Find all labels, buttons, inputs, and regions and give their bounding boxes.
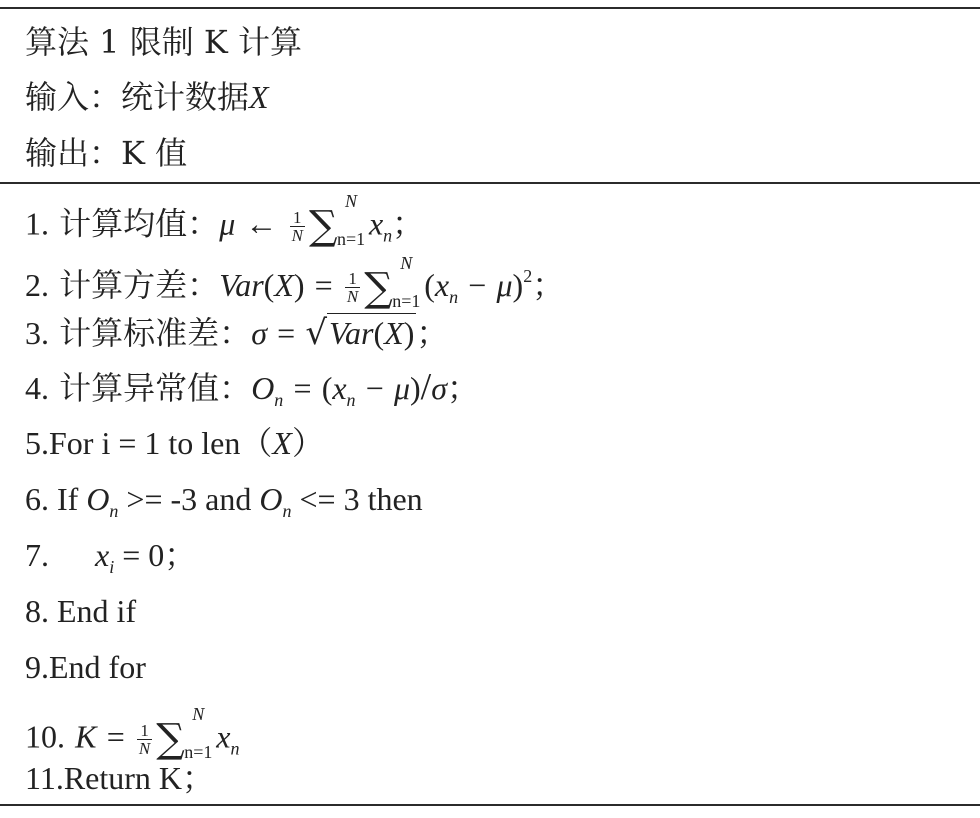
O-var: O bbox=[259, 481, 283, 517]
bottom-rule bbox=[0, 804, 980, 806]
step-text: 计算标准差： bbox=[59, 314, 252, 352]
step-5 bbox=[25, 423, 324, 463]
radical-sign: √ bbox=[305, 313, 328, 353]
input-label: 输入：统计数据 bbox=[25, 78, 250, 116]
O-var: O bbox=[251, 370, 275, 406]
step-number: 6. bbox=[25, 481, 49, 517]
radicand: Var(X) bbox=[329, 315, 415, 351]
X-var: X bbox=[272, 425, 292, 461]
fraction-denominator: N bbox=[138, 738, 151, 758]
if-keyword: If bbox=[49, 481, 87, 517]
summation bbox=[364, 252, 422, 314]
header-divider bbox=[0, 182, 980, 184]
step-number: 3. bbox=[25, 315, 49, 351]
algorithm-title bbox=[25, 22, 302, 62]
summation-sign: ∑ bbox=[364, 264, 393, 311]
summation-lower: n=1 bbox=[392, 290, 421, 311]
fraction-denominator: N bbox=[346, 287, 359, 306]
x-var: x bbox=[434, 267, 450, 303]
input-var: X bbox=[249, 79, 269, 115]
step-number: 5. bbox=[25, 425, 49, 461]
mu-symbol: μ bbox=[393, 370, 410, 406]
algorithm-title-text: 算法 1 限制 K 计算 bbox=[25, 23, 302, 61]
summation bbox=[308, 191, 367, 252]
step-6 bbox=[25, 479, 423, 519]
equals-sign: = bbox=[277, 315, 296, 351]
step-number: 2. bbox=[25, 267, 49, 303]
fraction-denominator: N bbox=[291, 225, 303, 245]
square-root bbox=[305, 313, 416, 353]
sigma-symbol: σ bbox=[431, 370, 447, 406]
for-loop-close: ） bbox=[291, 425, 324, 461]
fraction-numerator: 1 bbox=[137, 722, 152, 740]
equals-sign: = bbox=[106, 718, 125, 755]
step-end: ； bbox=[392, 204, 425, 243]
square-exponent: 2 bbox=[523, 266, 533, 286]
n-subscript: n bbox=[109, 501, 119, 521]
step-number: 10. bbox=[25, 718, 65, 755]
n-subscript: n bbox=[230, 738, 240, 759]
step-8 bbox=[25, 591, 136, 631]
minus-sign: − bbox=[365, 370, 384, 406]
sigma-symbol: σ bbox=[251, 315, 267, 351]
arrow-symbol: ← bbox=[245, 205, 278, 242]
step-2: 2. 计算方差：Var(X) = $\frac{1}{N}$ ∑ N n=1 $(x_n - \mu)^2$； bbox=[25, 256, 564, 296]
fraction-1-over-N bbox=[345, 270, 360, 305]
fraction-numerator: 1 bbox=[345, 270, 360, 288]
step-1 bbox=[25, 191, 425, 249]
summation-sign: ∑ bbox=[308, 203, 338, 249]
step-number: 4. bbox=[25, 370, 49, 406]
end-for: End for bbox=[49, 649, 146, 685]
summation-lower: n=1 bbox=[184, 742, 213, 762]
for-loop-head: For i = 1 to len（ bbox=[49, 425, 273, 461]
step-end: ； bbox=[416, 314, 449, 352]
var-label: Var bbox=[219, 267, 264, 303]
summation-lower: n=1 bbox=[336, 229, 366, 249]
step-11 bbox=[25, 758, 214, 798]
x-var: x bbox=[95, 537, 110, 573]
summation-sign: ∑ bbox=[156, 716, 185, 762]
return-statement: Return K； bbox=[63, 760, 215, 796]
mu-symbol: μ bbox=[219, 205, 236, 242]
output-line bbox=[25, 133, 187, 173]
equals-sign: = bbox=[314, 267, 333, 303]
summation-upper: N bbox=[344, 191, 357, 211]
n-subscript: n bbox=[449, 287, 459, 307]
condition-middle: >= -3 and bbox=[118, 481, 260, 517]
step-3 bbox=[25, 313, 448, 353]
step-text: 计算均值： bbox=[59, 204, 220, 243]
summation-upper: N bbox=[400, 252, 413, 273]
step-10 bbox=[25, 704, 240, 762]
end-if: End if bbox=[49, 593, 137, 629]
n-subscript: n bbox=[282, 501, 292, 521]
division-slash: / bbox=[420, 366, 432, 408]
step-text: 计算异常值： bbox=[59, 369, 252, 407]
mu-symbol: μ bbox=[496, 267, 513, 303]
step-number: 8. bbox=[25, 593, 49, 629]
fraction-1-over-N bbox=[137, 722, 152, 757]
n-subscript: n bbox=[346, 390, 356, 410]
fraction-1-over-N bbox=[290, 209, 305, 244]
step-number: 11. bbox=[25, 760, 64, 796]
x-var: x bbox=[216, 718, 231, 755]
assignment: = 0； bbox=[114, 537, 197, 573]
output-label: 输出：K 值 bbox=[25, 134, 188, 172]
x-var: x bbox=[332, 370, 347, 406]
n-subscript: n bbox=[274, 390, 284, 410]
O-var: O bbox=[86, 481, 110, 517]
step-end: ； bbox=[447, 369, 480, 407]
step-7 bbox=[25, 535, 196, 575]
condition-end: <= 3 then bbox=[291, 481, 423, 517]
step-4: 4. 计算异常值：$O_n = (x_n - \mu)/\sigma$； bbox=[25, 366, 480, 410]
step-end: ； bbox=[532, 266, 565, 304]
var-label: Var bbox=[329, 315, 374, 351]
step-number: 9. bbox=[25, 649, 49, 685]
input-line bbox=[25, 77, 269, 117]
equals-sign: = bbox=[293, 370, 312, 406]
step-9 bbox=[25, 647, 146, 687]
step-number: 7. bbox=[25, 537, 49, 573]
minus-sign: − bbox=[468, 267, 487, 303]
n-subscript: n bbox=[383, 225, 393, 246]
i-subscript: i bbox=[109, 557, 115, 577]
top-rule bbox=[0, 7, 980, 9]
summation-upper: N bbox=[192, 704, 205, 724]
step-text: 计算方差： bbox=[59, 266, 220, 304]
X-var: X bbox=[384, 315, 404, 351]
x-var: x bbox=[368, 205, 384, 242]
K-var: K bbox=[75, 718, 97, 755]
X-var: X bbox=[274, 267, 294, 303]
step-number: 1. bbox=[25, 205, 49, 242]
fraction-numerator: 1 bbox=[290, 209, 305, 227]
